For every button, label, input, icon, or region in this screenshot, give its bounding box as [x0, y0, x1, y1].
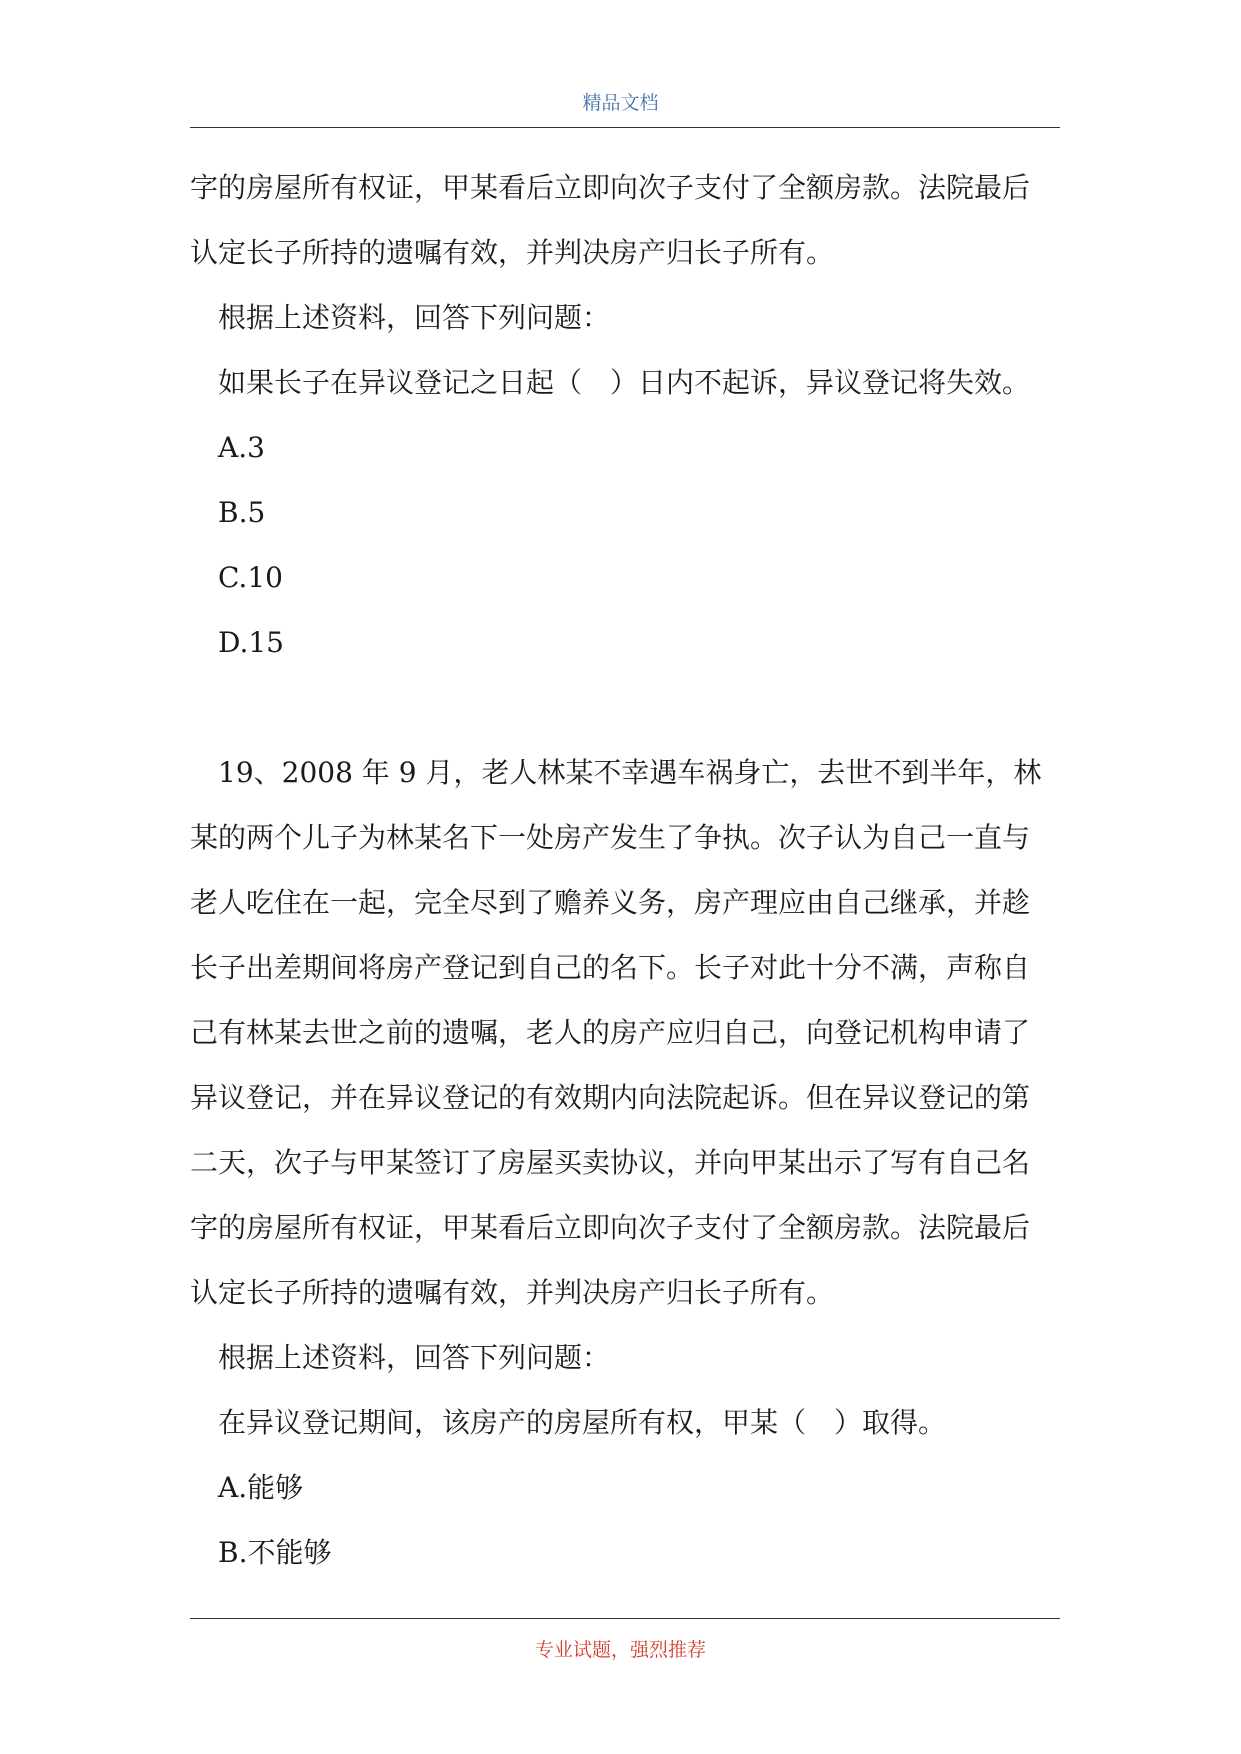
body-line: 19、2008 年 9 月，老人林某不幸遇车祸身亡，去世不到半年，林 [218, 756, 1042, 789]
option-b: B.5 [218, 496, 266, 529]
body-line: 认定长子所持的遗嘱有效，并判决房产归长子所有。 [190, 1276, 835, 1309]
option-b: B.不能够 [218, 1536, 332, 1569]
footer-divider [190, 1618, 1060, 1619]
option-c: C.10 [218, 561, 283, 594]
body-line: 二天，次子与甲某签订了房屋买卖协议，并向甲某出示了写有自己名 [190, 1146, 1031, 1179]
option-a: A.3 [218, 431, 265, 464]
body-line: 异议登记，并在异议登记的有效期内向法院起诉。但在异议登记的第 [190, 1081, 1031, 1114]
option-a: A.能够 [218, 1471, 304, 1504]
page-header-title: 精品文档 [582, 92, 659, 114]
page-footer-text: 专业试题，强烈推荐 [534, 1639, 706, 1661]
question-text: 如果长子在异议登记之日起（ ）日内不起诉，异议登记将失效。 [218, 366, 1031, 399]
body-line: 己有林某去世之前的遗嘱，老人的房产应归自己，向登记机构申请了 [190, 1016, 1031, 1049]
document-body [190, 155, 1060, 1585]
question-prompt: 根据上述资料，回答下列问题： [218, 301, 611, 334]
section-gap [190, 675, 1060, 740]
question-prompt: 根据上述资料，回答下列问题： [218, 1341, 611, 1374]
body-line: 字的房屋所有权证，甲某看后立即向次子支付了全额房款。法院最后 [190, 171, 1031, 204]
body-line: 老人吃住在一起，完全尽到了赡养义务，房产理应由自己继承，并趁 [190, 886, 1031, 919]
header-divider [190, 127, 1060, 128]
body-line: 字的房屋所有权证，甲某看后立即向次子支付了全额房款。法院最后 [190, 1211, 1031, 1244]
question-text: 在异议登记期间，该房产的房屋所有权，甲某（ ）取得。 [218, 1406, 947, 1439]
option-d: D.15 [218, 626, 284, 659]
body-line: 认定长子所持的遗嘱有效，并判决房产归长子所有。 [190, 236, 835, 269]
body-line: 长子出差期间将房产登记到自己的名下。长子对此十分不满，声称自 [190, 951, 1031, 984]
body-line: 某的两个儿子为林某名下一处房产发生了争执。次子认为自己一直与 [190, 821, 1031, 854]
